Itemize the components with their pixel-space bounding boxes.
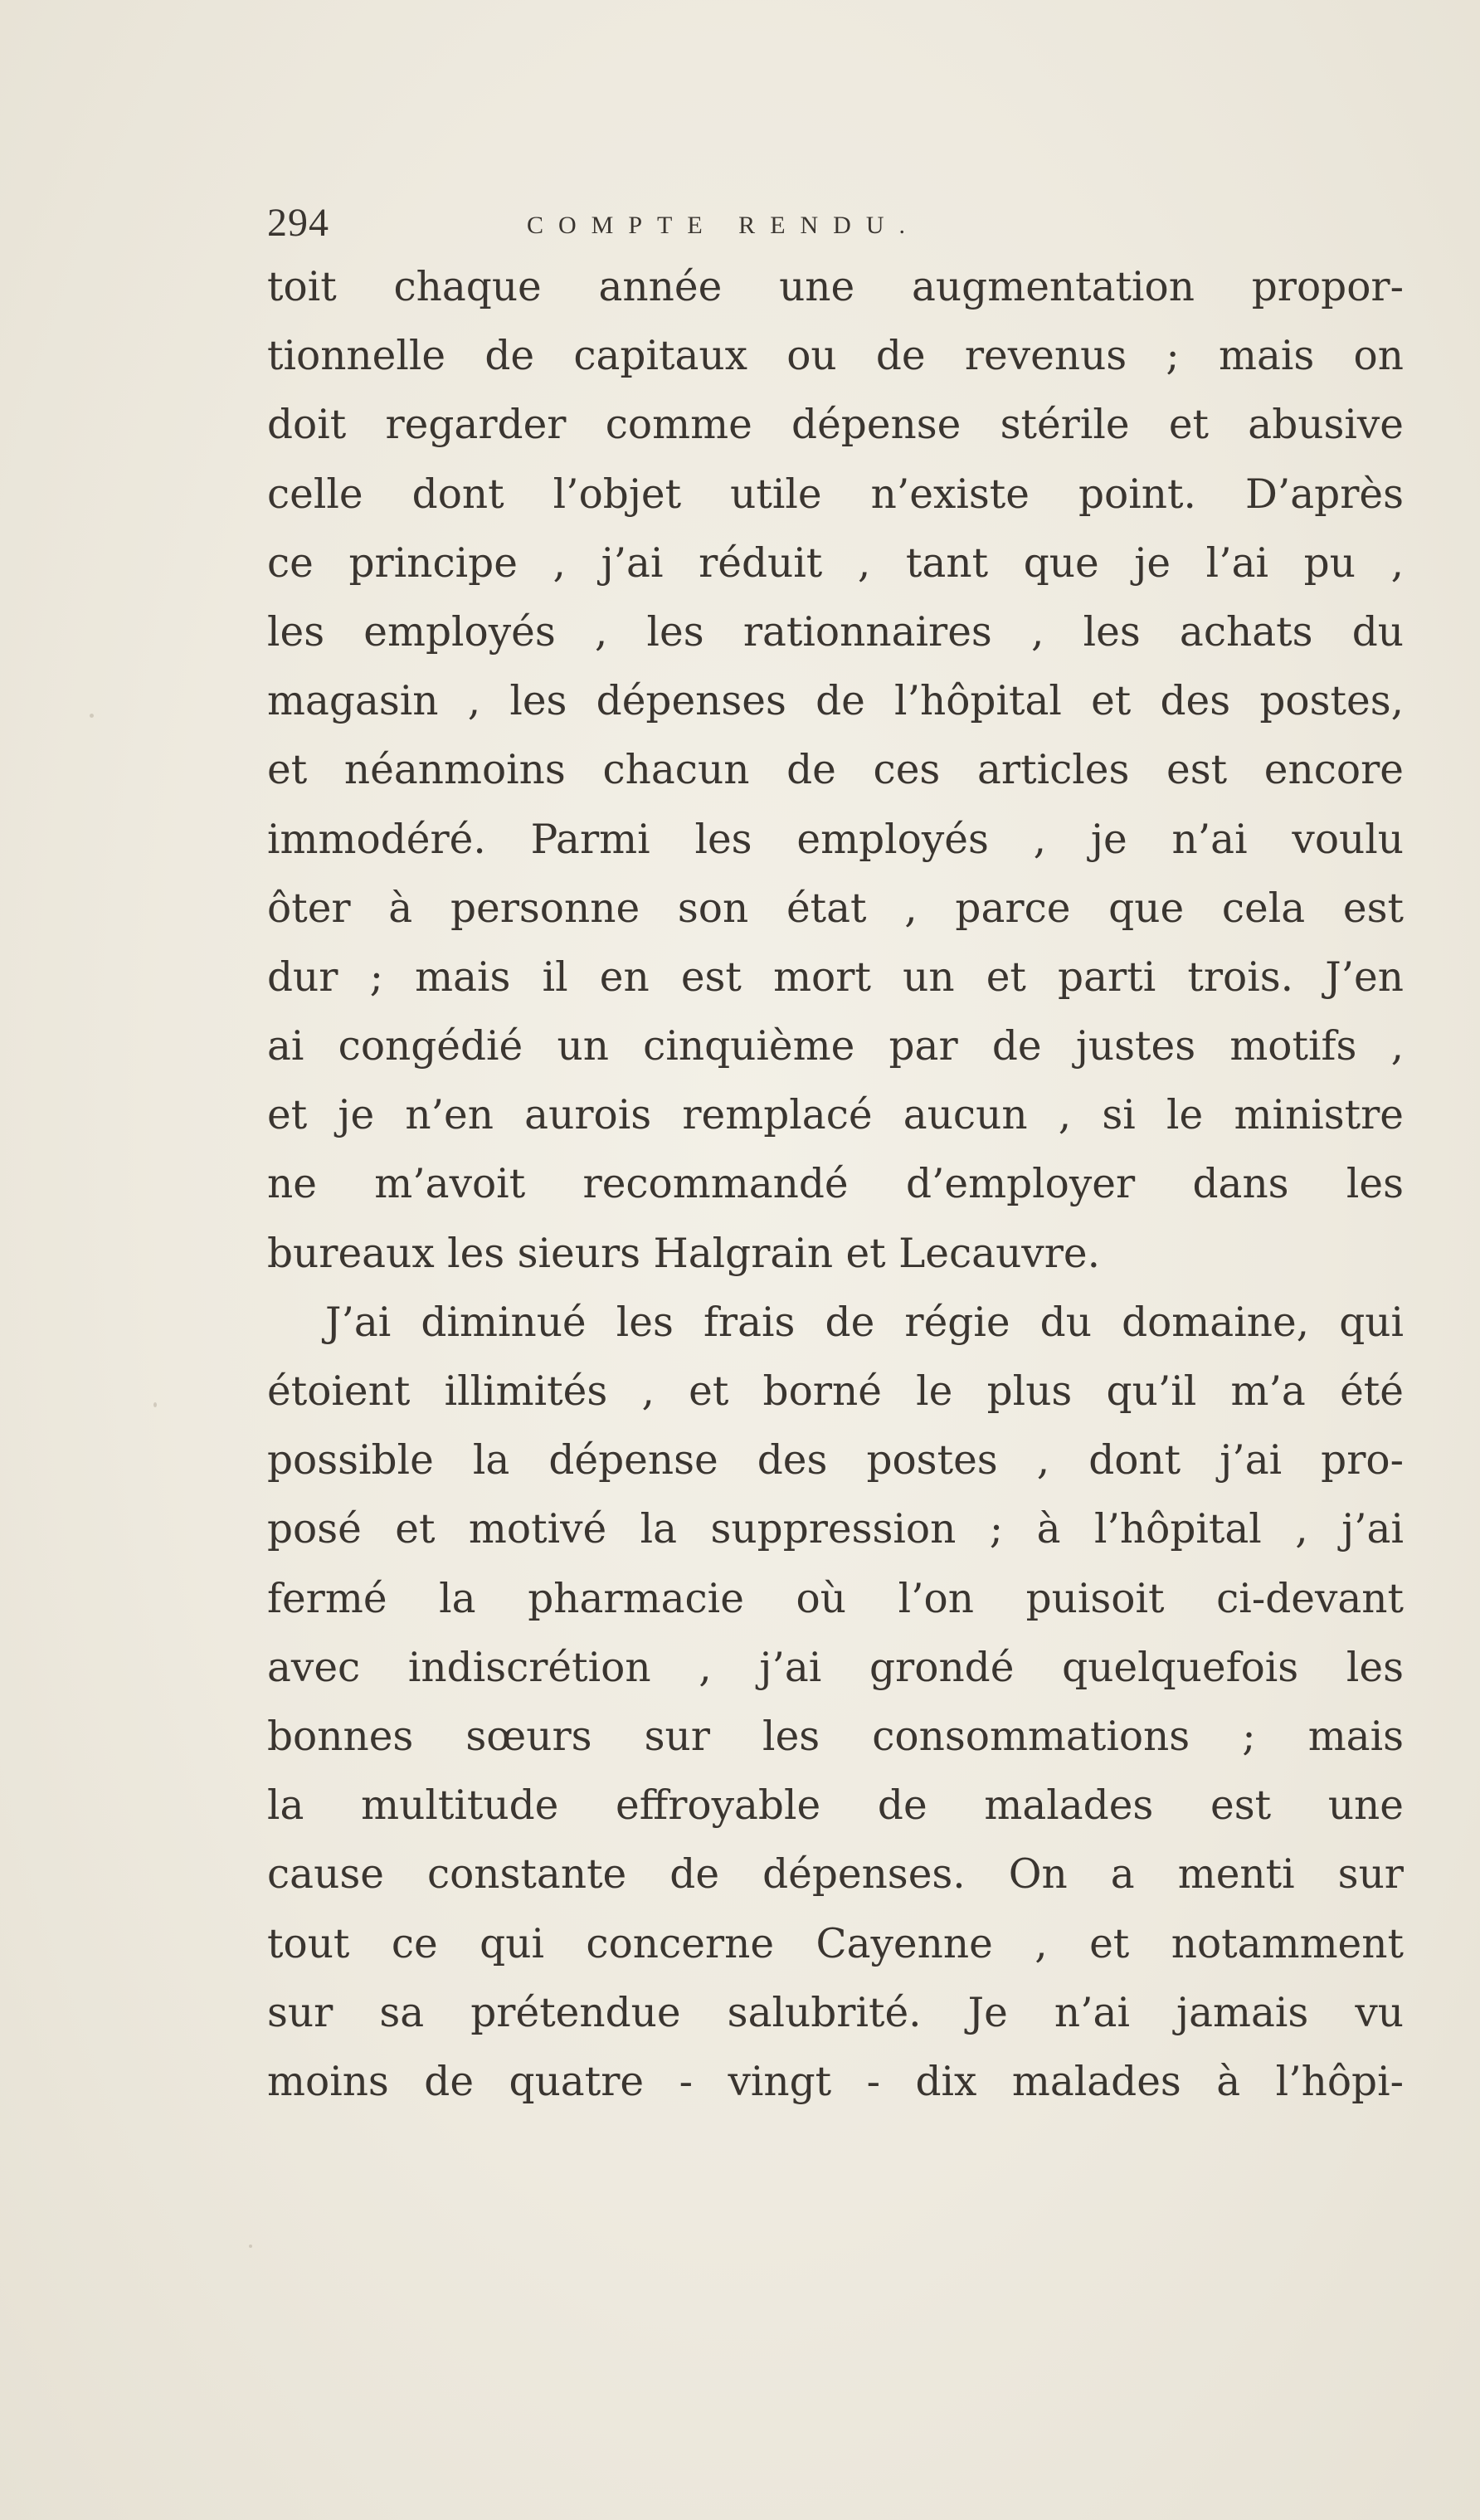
text-line: ne m’avoit recommandé d’employer dans les xyxy=(267,1161,1404,1208)
page-header xyxy=(267,178,1404,253)
text-line: bonnes sœurs sur les consommations ; mais xyxy=(267,1713,1404,1760)
text-line: magasin , les dépenses de l’hôpital et des postes, xyxy=(267,678,1404,725)
text-line: les employés , les rationnaires , les achats du xyxy=(267,608,1404,656)
text-line: ce principe , j’ai réduit , tant que je l’ai pu , xyxy=(267,539,1404,587)
text-line: cause constante de dépenses. On a menti sur xyxy=(267,1851,1404,1899)
text-block xyxy=(267,178,1404,2117)
text-line: tionnelle de capitaux ou de revenus ; mais on xyxy=(267,333,1404,380)
text-line: doit regarder comme dépense stérile et abusive xyxy=(267,402,1404,449)
text-line: et néanmoins chacun de ces articles est encore xyxy=(267,747,1404,794)
text-line: dur ; mais il en est mort un et parti trois. J’en xyxy=(267,953,1404,1001)
text-line: sur sa prétendue salubrité. Je n’ai jamais vu xyxy=(267,1989,1404,2036)
text-line: immodéré. Parmi les employés , je n’ai voulu xyxy=(267,816,1404,863)
text-line: J’ai diminué les frais de régie du domaine, qui xyxy=(325,1299,1404,1346)
paper-fleck xyxy=(90,714,94,718)
text-line: avec indiscrétion , j’ai grondé quelquefois les xyxy=(267,1644,1404,1691)
running-head: COMPTE RENDU. xyxy=(527,212,921,239)
text-line: et je n’en aurois remplacé aucun , si le ministre xyxy=(267,1092,1404,1139)
text-line: celle dont l’objet utile n’existe point. D’après xyxy=(267,470,1404,518)
text-line: toit chaque année une augmentation propor- xyxy=(267,264,1404,310)
paper-fleck xyxy=(153,1402,157,1407)
text-line: étoient illimités , et borné le plus qu’il m’a été xyxy=(267,1368,1404,1415)
paragraph-2 xyxy=(267,1289,1404,2117)
page-number: 294 xyxy=(267,201,329,245)
text-line: moins de quatre - vingt - dix malades à l’hôpi- xyxy=(267,2058,1404,2105)
paragraph-1 xyxy=(267,253,1404,1289)
text-line: ai congédié un cinquième par de justes motifs , xyxy=(267,1023,1404,1070)
text-line: tout ce qui concerne Cayenne , et notamment xyxy=(267,1920,1404,1967)
paper-fleck xyxy=(249,2245,252,2248)
text-line: posé et motivé la suppression ; à l’hôpital , j’ai xyxy=(267,1506,1404,1553)
text-line: ôter à personne son état , parce que cela est xyxy=(267,885,1404,932)
text-line: la multitude effroyable de malades est une xyxy=(267,1782,1404,1830)
text-line: fermé la pharmacie où l’on puisoit ci-devant xyxy=(267,1575,1404,1622)
text-line: bureaux les sieurs Halgrain et Lecauvre. xyxy=(267,1230,1101,1277)
text-line: possible la dépense des postes , dont j’ai pro- xyxy=(267,1437,1404,1484)
